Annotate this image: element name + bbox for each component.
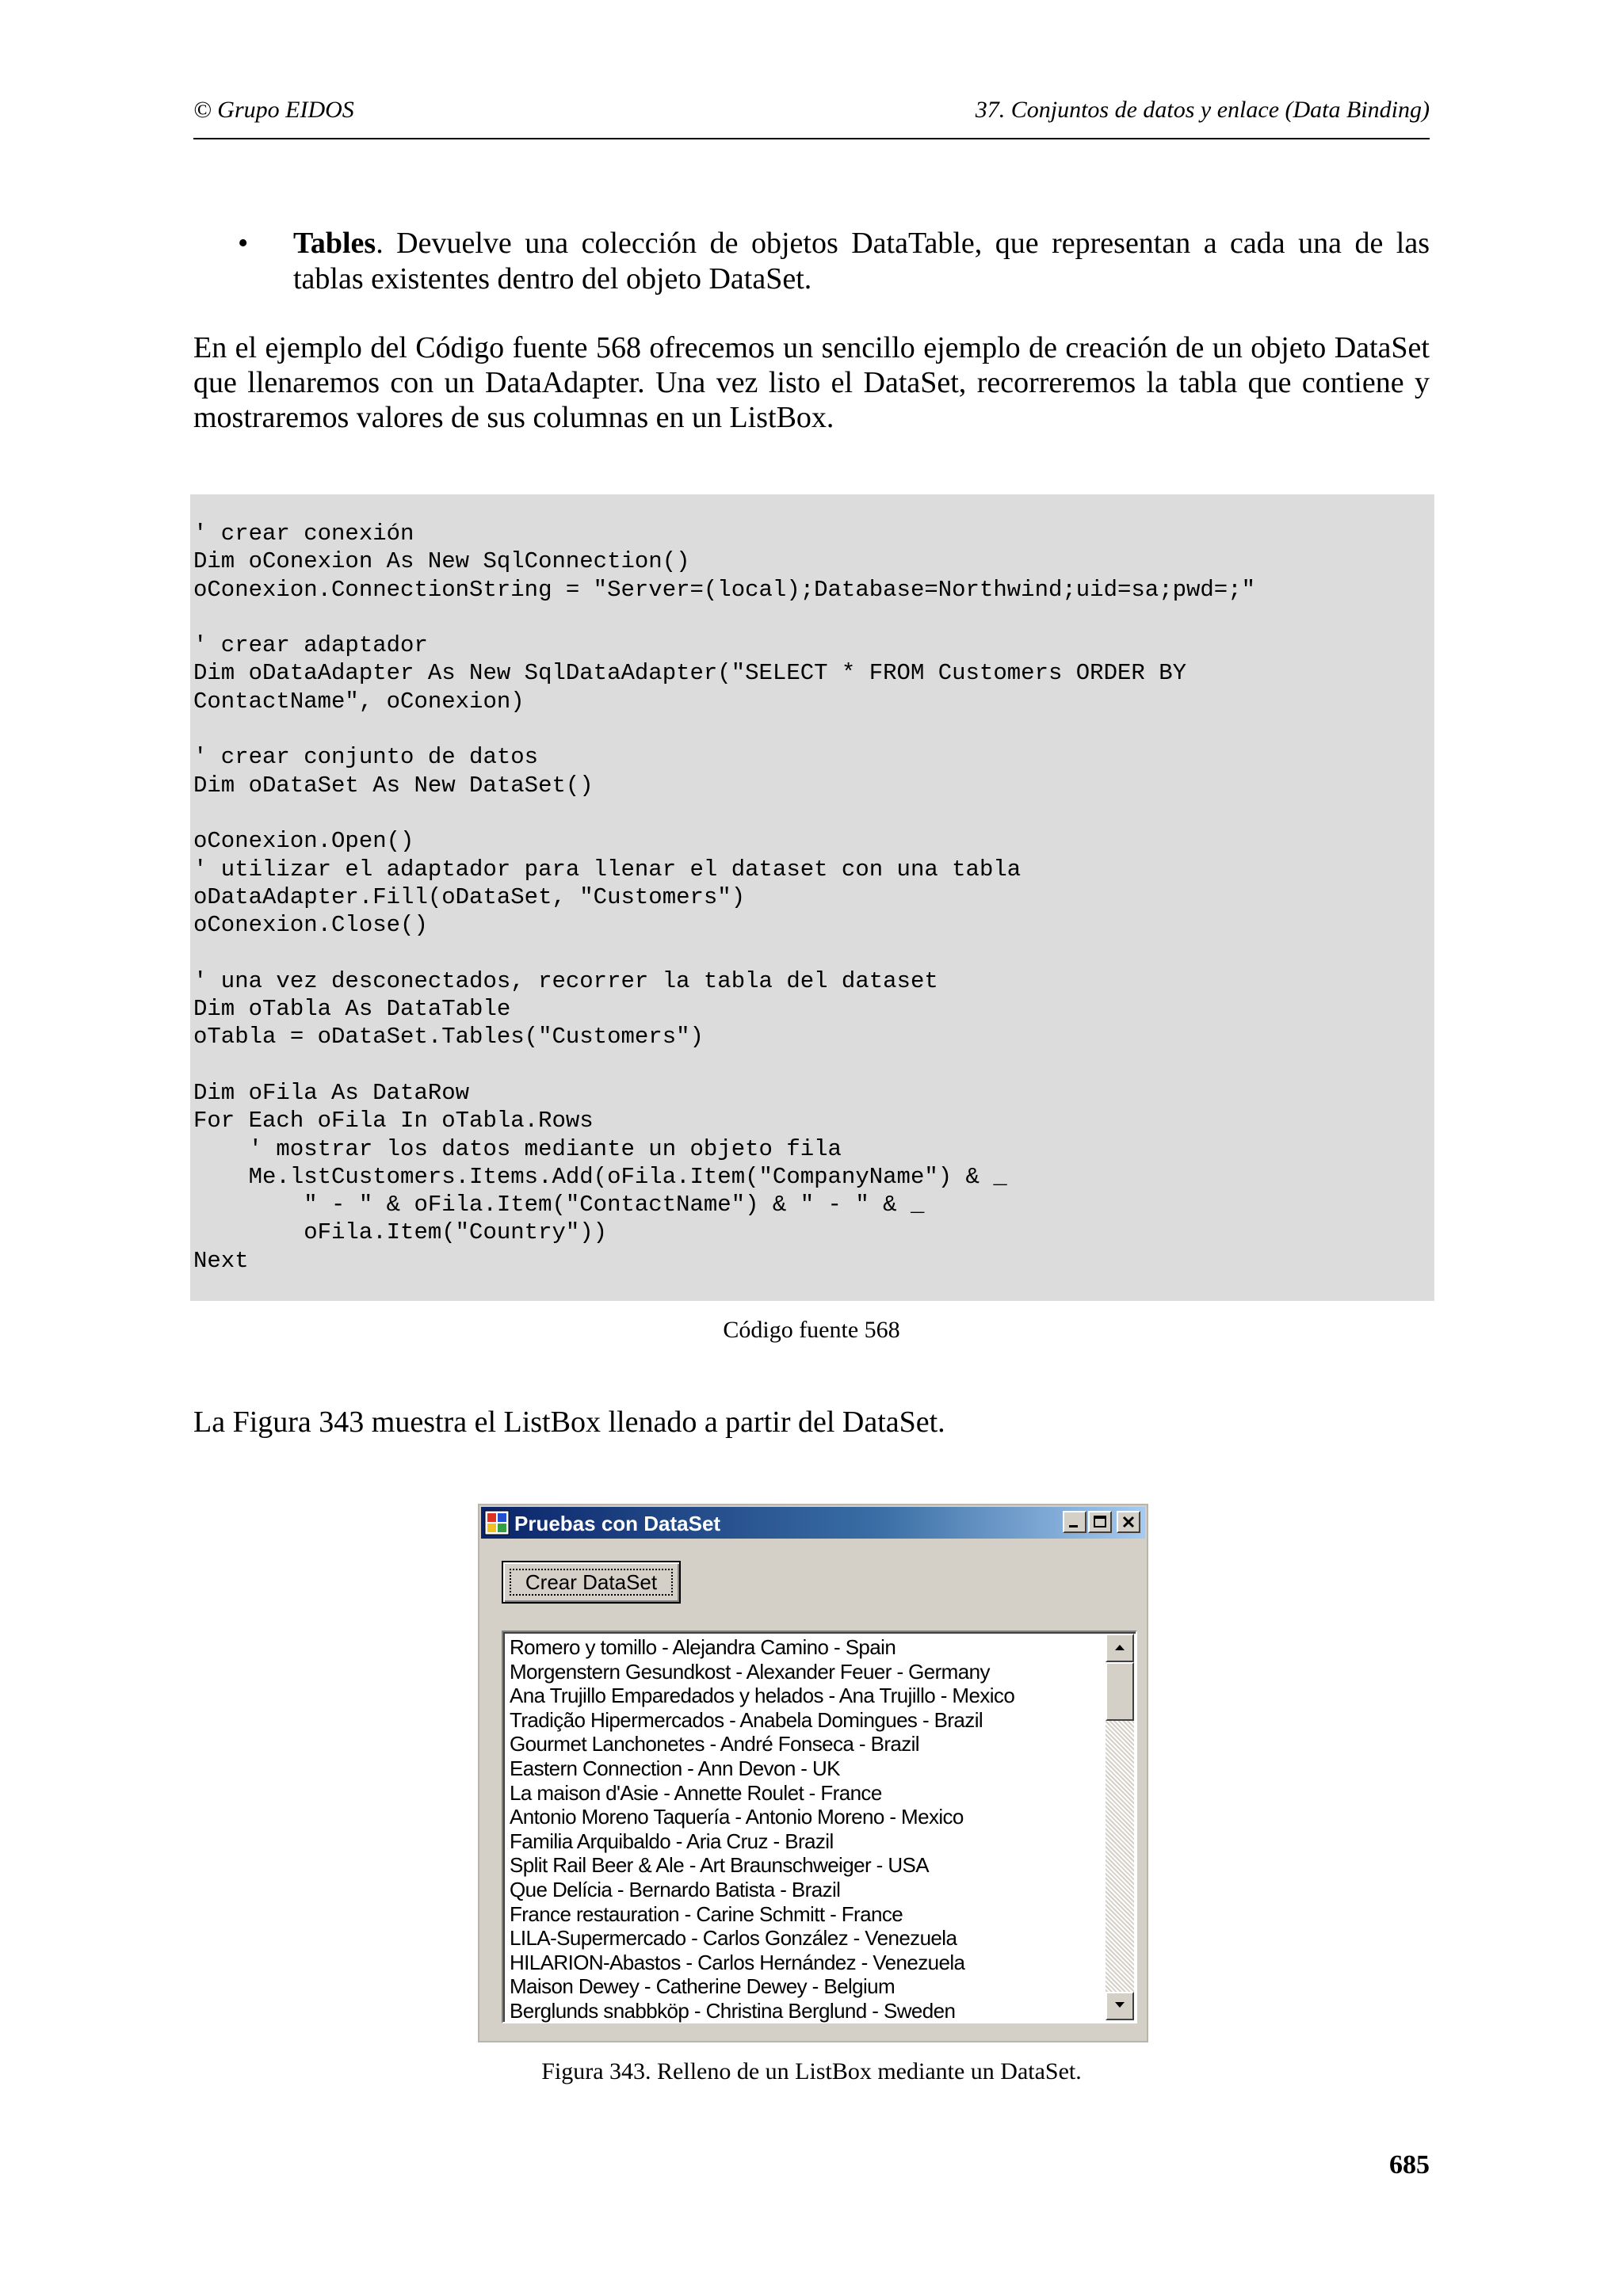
list-item[interactable]: Que Delícia - Bernardo Batista - Brazil (510, 1877, 841, 1901)
code-caption: Código fuente 568 (723, 1317, 900, 1343)
intro-paragraph: En el ejemplo del Código fuente 568 ofrecemos un sencillo ejemplo de creación de un objeto DataSet que llenaremos con un DataAdapter. Una vez listo el DataSet, recorreremos la tabla que contiene y mostraremos valores de sus columnas en un ListBox. (193, 331, 1430, 434)
scroll-thumb[interactable] (1106, 1662, 1134, 1721)
maximize-button[interactable] (1088, 1511, 1112, 1533)
scroll-up-button[interactable] (1106, 1634, 1134, 1662)
bullet-description: . Devuelve una colección de objetos DataTable, que representan a cada una de las tablas existentes dentro del objeto DataSet. (293, 227, 1430, 296)
code-source: ' crear conexión Dim oConexion As New SqlConnection() oConexion.ConnectionString = "Server=(local);Database=Northwind;uid=sa;pwd=;" ' crear adaptador Dim oDataAdapter As New SqlDataAdapter("SELECT * FROM Customers ORDER BY ContactName", oConexion) ' crear conjunto de datos Dim oDataSet As New DataSet() oConexion.Open() ' utilizar el adaptador para llenar el dataset con una tabla oDataAdapter.Fill(oDataSet, "Customers") oConexion.Close() ' una vez desconectados, recorrer la tabla del dataset Dim oTabla As DataTable oTabla = oDataSet.Tables("Customers") Dim oFila As DataRow For Each oFila In oTabla.Rows ' mostrar los datos mediante un objeto fila Me.lstCustomers.Items.Add(oFila.Item("CompanyName") & _ " - " & oFila.Item("ContactName") & " - " & _ oFila.Item("Country")) Next (193, 521, 1256, 1274)
list-item[interactable]: Familia Arquibaldo - Aria Cruz - Brazil (510, 1829, 834, 1853)
minimize-button[interactable] (1063, 1511, 1086, 1533)
window-titlebar[interactable] (481, 1507, 1145, 1539)
arrow-down-icon (1113, 2000, 1126, 2010)
list-item[interactable]: Tradição Hipermercados - Anabela Domingues - Brazil (510, 1707, 983, 1732)
list-item[interactable]: France restauration - Carine Schmitt - France (510, 1901, 903, 1926)
minimize-icon (1067, 1515, 1083, 1529)
app-icon (484, 1510, 510, 1535)
list-item[interactable]: Ana Trujillo Emparedados y helados - Ana Trujillo - Mexico (510, 1684, 1015, 1708)
list-item[interactable]: Antonio Moreno Taquería - Antonio Moreno - Mexico (510, 1805, 964, 1829)
listbox-items (510, 1635, 1014, 2023)
header-chapter-title: 37. Conjuntos de datos y enlace (Data Binding) (975, 97, 1430, 123)
bullet-icon: • (238, 227, 249, 260)
close-button[interactable] (1117, 1511, 1140, 1533)
list-item[interactable]: HILARION-Abastos - Carlos Hernández - Venezuela (510, 1950, 965, 1974)
crear-dataset-label: Crear DataSet (525, 1570, 658, 1594)
list-item[interactable]: Gourmet Lanchonetes - André Fonseca - Brazil (510, 1732, 919, 1756)
bullet-term: Tables (293, 227, 376, 260)
crear-dataset-button[interactable] (502, 1561, 681, 1604)
header-publisher: © Grupo EIDOS (193, 97, 354, 123)
list-item[interactable]: Berglunds snabbköp - Christina Berglund - Sweden (510, 1998, 956, 2023)
maximize-icon (1092, 1515, 1108, 1529)
bullet-text (293, 226, 1430, 297)
app-window (478, 1504, 1148, 2042)
list-item[interactable]: LILA-Supermercado - Carlos González - Venezuela (510, 1926, 957, 1951)
list-item[interactable]: Maison Dewey - Catherine Dewey - Belgium (510, 1974, 896, 1999)
customers-listbox[interactable] (502, 1630, 1137, 2023)
close-icon (1121, 1515, 1136, 1529)
bullet-item (238, 226, 1430, 297)
header-rule (193, 138, 1430, 139)
figure-caption: Figura 343. Relleno de un ListBox mediante un DataSet. (541, 2058, 1082, 2084)
list-item[interactable]: Split Rail Beer & Ale - Art Braunschweiger - USA (510, 1853, 929, 1878)
page-number: 685 (1389, 2150, 1430, 2180)
list-item[interactable]: Eastern Connection - Ann Devon - UK (510, 1756, 840, 1780)
scroll-down-button[interactable] (1106, 1992, 1134, 2020)
list-item[interactable]: La maison d'Asie - Annette Roulet - France (510, 1780, 882, 1805)
figure-intro-paragraph: La Figura 343 muestra el ListBox llenado a partir del DataSet. (193, 1405, 945, 1439)
code-listing (190, 494, 1434, 1301)
list-item[interactable]: Romero y tomillo - Alejandra Camino - Spain (510, 1635, 896, 1659)
list-item[interactable]: Morgenstern Gesundkost - Alexander Feuer - Germany (510, 1659, 990, 1684)
window-title: Pruebas con DataSet (514, 1512, 721, 1535)
arrow-up-icon (1113, 1642, 1126, 1652)
listbox-scrollbar[interactable] (1106, 1634, 1134, 2020)
